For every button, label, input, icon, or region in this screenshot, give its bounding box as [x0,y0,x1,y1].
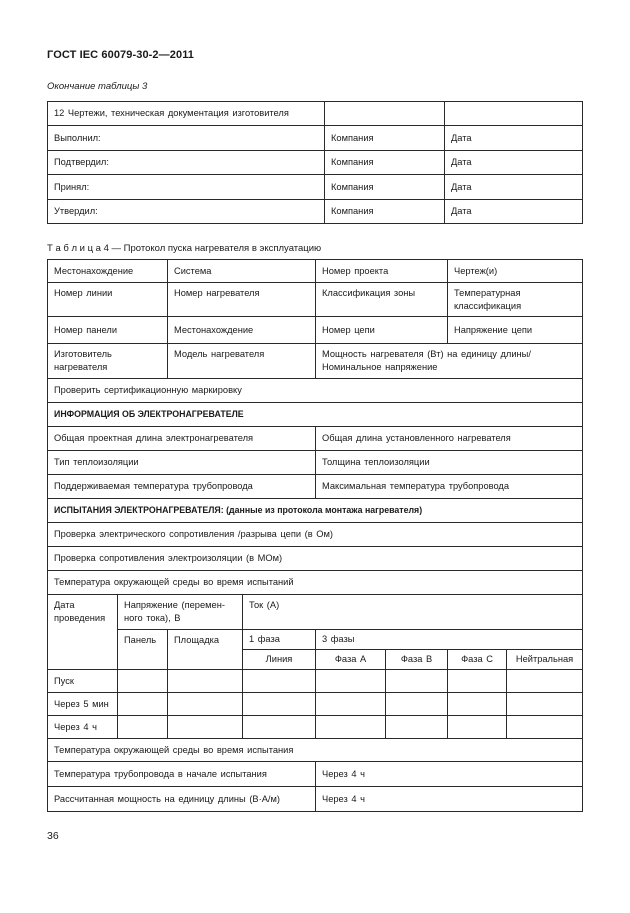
table-row [48,571,583,595]
table-cell: Линия [243,650,316,670]
table-cell: Температурная классификация [448,283,583,317]
table-cell: Через 4 ч [48,716,118,739]
table-cell: Номер нагревателя [168,283,316,317]
table-cell [243,670,316,693]
table-cell: Площадка [168,630,243,670]
table-cell: Температура окружающей среды во время испытания [48,739,583,762]
table-cell: Ток (А) [243,595,583,630]
table-row [48,199,583,223]
table-cell: Проверить сертификационную маркировку [48,379,583,403]
table-cell [243,716,316,739]
table-cell: Пуск [48,670,118,693]
table-row [48,379,583,403]
table-cell: Подтвердил: [48,150,325,174]
table3-caption: Окончание таблицы 3 [47,81,148,92]
section-heading: ИНФОРМАЦИЯ ОБ ЭЛЕКТРОНАГРЕВАТЕЛЕ [48,403,583,427]
table-cell: Температура окружающей среды во время испытаний [48,571,583,595]
table-cell: Номер панели [48,317,168,344]
table-cell: Нейтральная [507,650,583,670]
table-cell: Утвердил: [48,199,325,223]
table-cell: Дата [445,175,583,199]
table3 [47,101,583,224]
table-cell [448,716,507,739]
table-row [48,403,583,427]
table-cell [168,716,243,739]
table-cell: Выполнил: [48,126,325,150]
table-cell: Номер линии [48,283,168,317]
table-cell [507,670,583,693]
table-cell: Через 5 мин [48,693,118,716]
table-cell [445,102,583,126]
table-cell: Проверка сопротивления электроизоляции (в МОм) [48,547,583,571]
table-cell: Система [168,260,316,283]
page-number: 36 [47,830,59,842]
table-row [48,787,583,812]
table-cell: Номер проекта [316,260,448,283]
table-cell: Толщина теплоизоляции [316,451,583,475]
table-cell: Компания [325,175,445,199]
table-cell [507,693,583,716]
table-cell [507,716,583,739]
table-row [48,595,583,630]
table-cell: Рассчитанная мощность на единицу длины (В·А/м) [48,787,316,812]
table-cell: Дата проведения [48,595,118,670]
table-cell [325,102,445,126]
table-cell: Общая проектная длина электронагревателя [48,427,316,451]
table-row [48,475,583,499]
table-cell [118,716,168,739]
table-row [48,670,583,693]
table-cell [316,693,386,716]
table-cell: 3 фазы [316,630,583,650]
table-row [48,150,583,174]
table-cell [386,716,448,739]
table-row [48,693,583,716]
table-row [48,126,583,150]
table-cell: Дата [445,150,583,174]
table-cell [316,716,386,739]
table-cell: Местонахождение [48,260,168,283]
table-cell: Напряжение цепи [448,317,583,344]
table-cell [316,670,386,693]
table-cell [168,693,243,716]
table-cell: Общая длина установленного нагревателя [316,427,583,451]
table-cell: Через 4 ч [316,762,583,787]
table-cell: Чертеж(и) [448,260,583,283]
table-cell: Напряжение (перемен-ного тока), В [118,595,243,630]
table-row [48,630,583,650]
table-cell: Дата [445,199,583,223]
document-header: ГОСТ IEC 60079-30-2—2011 [47,49,195,61]
table-cell: Максимальная температура трубопровода [316,475,583,499]
table-row [48,762,583,787]
table-cell: Панель [118,630,168,670]
table-cell [386,693,448,716]
table-row [48,523,583,547]
table-cell: Модель нагревателя [168,344,316,379]
table-cell [118,693,168,716]
table-row [48,451,583,475]
table-cell [448,693,507,716]
table-row [48,739,583,762]
table-cell [168,670,243,693]
table-row [48,175,583,199]
table-row [48,499,583,523]
table-cell: Классификация зоны [316,283,448,317]
table4 [47,259,583,812]
table-row [48,317,583,344]
table-cell: 12 Чертежи, техническая документация изготовителя [48,102,325,126]
table-row [48,344,583,379]
table-cell [448,670,507,693]
table-cell [243,693,316,716]
table-cell: Температура трубопровода в начале испытания [48,762,316,787]
table-cell: Через 4 ч [316,787,583,812]
table-cell: Поддерживаемая температура трубопровода [48,475,316,499]
table-cell: 1 фаза [243,630,316,650]
table-cell: Принял: [48,175,325,199]
table-row [48,427,583,451]
table-cell: Тип теплоизоляции [48,451,316,475]
section-heading: ИСПЫТАНИЯ ЭЛЕКТРОНАГРЕВАТЕЛЯ: (данные из протокола монтажа нагревателя) [48,499,583,523]
table-cell [118,670,168,693]
table-cell: Номер цепи [316,317,448,344]
table-cell: Фаза А [316,650,386,670]
table-row [48,102,583,126]
table-cell: Дата [445,126,583,150]
table-cell: Компания [325,150,445,174]
table-cell [386,670,448,693]
table4-caption: Т а б л и ц а 4 — Протокол пуска нагревателя в эксплуатацию [47,243,322,254]
table-row [48,260,583,283]
table-row [48,716,583,739]
table-row [48,283,583,317]
table-cell: Мощность нагревателя (Вт) на единицу длины/ Номинальное напряжение [316,344,583,379]
table-cell: Компания [325,199,445,223]
table-cell: Изготовитель нагревателя [48,344,168,379]
table-cell: Фаза В [386,650,448,670]
table-cell: Фаза С [448,650,507,670]
table-cell: Проверка электрического сопротивления /разрыва цепи (в Ом) [48,523,583,547]
table-row [48,547,583,571]
table-cell: Компания [325,126,445,150]
table-cell: Местонахождение [168,317,316,344]
